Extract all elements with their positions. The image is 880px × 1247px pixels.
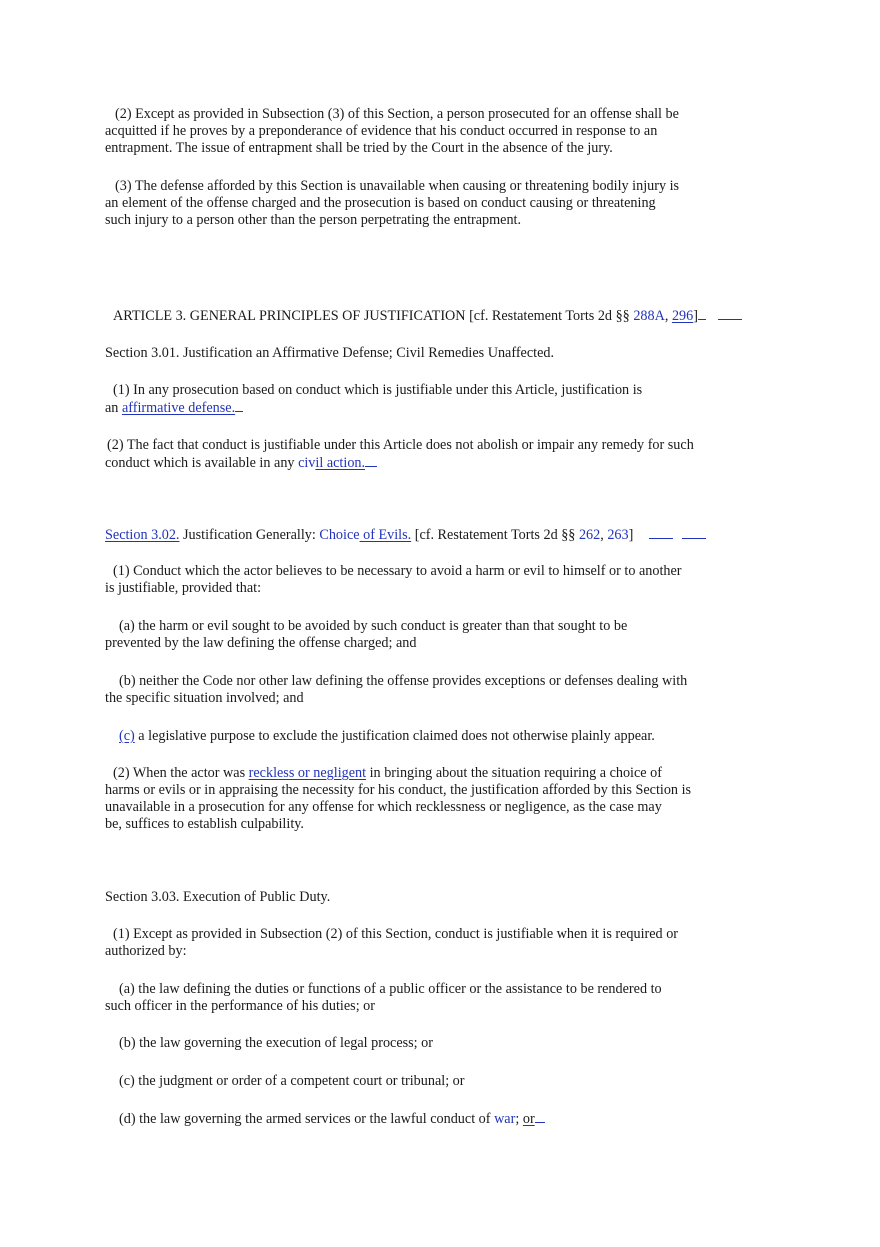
- section-3-01-subsection-1-line-2: an affirmative defense.: [105, 399, 243, 417]
- section-3-03-subsection-1-line-1: (1) Except as provided in Subsection (2) of this Section, conduct is justifiable when it is required or: [113, 926, 679, 942]
- section-3-02-clause-c: (c) a legislative purpose to exclude the justification claimed does not otherwise plainly appear.: [119, 728, 655, 744]
- section-3-02-clause-a-line-1: (a) the harm or evil sought to be avoided by such conduct is greater than that sought to be: [119, 618, 628, 634]
- restatement-288a-link[interactable]: 288A: [633, 308, 665, 324]
- article-3-comma: ,: [664, 308, 672, 324]
- section-3-03-subsection-1-line-2: authorized by:: [105, 943, 187, 959]
- affirmative-defense-link[interactable]: affirmative defense.: [121, 400, 236, 416]
- clause-c-link[interactable]: (c): [119, 728, 135, 744]
- section-3-01-heading: Section 3.01. Justification an Affirmative Defense; Civil Remedies Unaffected.: [105, 345, 555, 361]
- section-3-03-clause-a-line-1: (a) the law defining the duties or functions of a public officer or the assistance to be rendered to: [119, 981, 662, 997]
- civil-action-link-part-a[interactable]: civ: [298, 455, 316, 471]
- section-3-02-subsection-2-line-4: be, suffices to establish culpability.: [105, 816, 304, 832]
- link-underline-blank[interactable]: [649, 526, 673, 539]
- war-link[interactable]: war: [494, 1111, 516, 1127]
- entrapment-subsection-2-line-3: entrapment. The issue of entrapment shall be tried by the Court in the absence of the jury.: [105, 140, 613, 156]
- section-3-02-clause-b-line-2: the specific situation involved; and: [105, 690, 304, 706]
- restatement-263-link[interactable]: 263: [607, 527, 629, 543]
- entrapment-subsection-2-line-2: acquitted if he proves by a preponderance of evidence that his conduct occurred in response to an: [105, 123, 658, 139]
- entrapment-subsection-3-line-2: an element of the offense charged and the prosecution is based on conduct causing or threatening: [105, 195, 656, 211]
- article-3-heading: [113, 307, 742, 325]
- section-3-03-clause-b: (b) the law governing the execution of legal process; or: [119, 1035, 433, 1051]
- choice-of-evils-link-a[interactable]: Choice: [319, 527, 360, 543]
- section-3-02-heading: Section 3.02. Justification Generally: Choice of Evils. [cf. Restatement Torts 2d §§ 262, 263]: [105, 526, 706, 544]
- link-underline-blank: [698, 307, 706, 320]
- section-3-01-subsection-2-line-2: conduct which is available in any civil action.: [105, 454, 377, 472]
- article-3-heading-text: ARTICLE 3. GENERAL PRINCIPLES OF JUSTIFICATION [cf. Restatement Torts 2d §§: [113, 308, 634, 324]
- entrapment-subsection-3-line-1: (3) The defense afforded by this Section is unavailable when causing or threatening bodily injury is: [115, 178, 680, 194]
- section-3-02-subsection-2-line-3: unavailable in a prosecution for any offense for which recklessness or negligence, as the case may: [105, 799, 662, 815]
- restatement-296-link[interactable]: 296: [671, 308, 694, 324]
- entrapment-subsection-3-line-3: such injury to a person other than the person perpetrating the entrapment.: [105, 212, 522, 228]
- choice-of-evils-link-b[interactable]: of Evils.: [359, 527, 412, 543]
- or-link[interactable]: or: [522, 1111, 535, 1127]
- reckless-or-negligent-link[interactable]: reckless or negligent: [248, 765, 367, 781]
- section-3-02-subsection-2-line-1: (2) When the actor was reckless or negligent in bringing about the situation requiring a choice of: [113, 765, 662, 781]
- section-3-02-subsection-2-line-2: harms or evils or in appraising the necessity for his conduct, the justification afforded by this Section is: [105, 782, 692, 798]
- section-3-02-subsection-1-line-1: (1) Conduct which the actor believes to be necessary to avoid a harm or evil to himself or to another: [113, 563, 682, 579]
- section-3-01-subsection-2-line-1: (2) The fact that conduct is justifiable under this Article does not abolish or impair any remedy for such: [107, 437, 694, 453]
- link-underline-blank[interactable]: [682, 526, 706, 539]
- section-3-03-clause-d: (d) the law governing the armed services or the lawful conduct of war; or: [119, 1110, 545, 1128]
- section-3-02-clause-b-line-1: (b) neither the Code nor other law defining the offense provides exceptions or defenses dealing with: [119, 673, 688, 689]
- civil-action-link-part-b[interactable]: il action.: [315, 455, 366, 471]
- section-3-03-clause-a-line-2: such officer in the performance of his duties; or: [105, 998, 375, 1014]
- section-3-02-link[interactable]: Section 3.02.: [105, 527, 180, 543]
- section-3-02-subsection-1-line-2: is justifiable, provided that:: [105, 580, 262, 596]
- restatement-262-link[interactable]: 262: [578, 527, 601, 543]
- section-3-02-clause-a-line-2: prevented by the law defining the offense charged; and: [105, 635, 417, 651]
- article-3-close-bracket: ]: [693, 308, 698, 324]
- section-3-03-clause-c: (c) the judgment or order of a competent court or tribunal; or: [119, 1073, 465, 1089]
- section-3-01-subsection-1-line-1: (1) In any prosecution based on conduct which is justifiable under this Article, justification is: [113, 382, 643, 398]
- entrapment-subsection-2-line-1: (2) Except as provided in Subsection (3) of this Section, a person prosecuted for an offense shall be: [115, 106, 679, 122]
- link-underline-blank[interactable]: [718, 307, 742, 320]
- section-3-03-heading: Section 3.03. Execution of Public Duty.: [105, 889, 331, 905]
